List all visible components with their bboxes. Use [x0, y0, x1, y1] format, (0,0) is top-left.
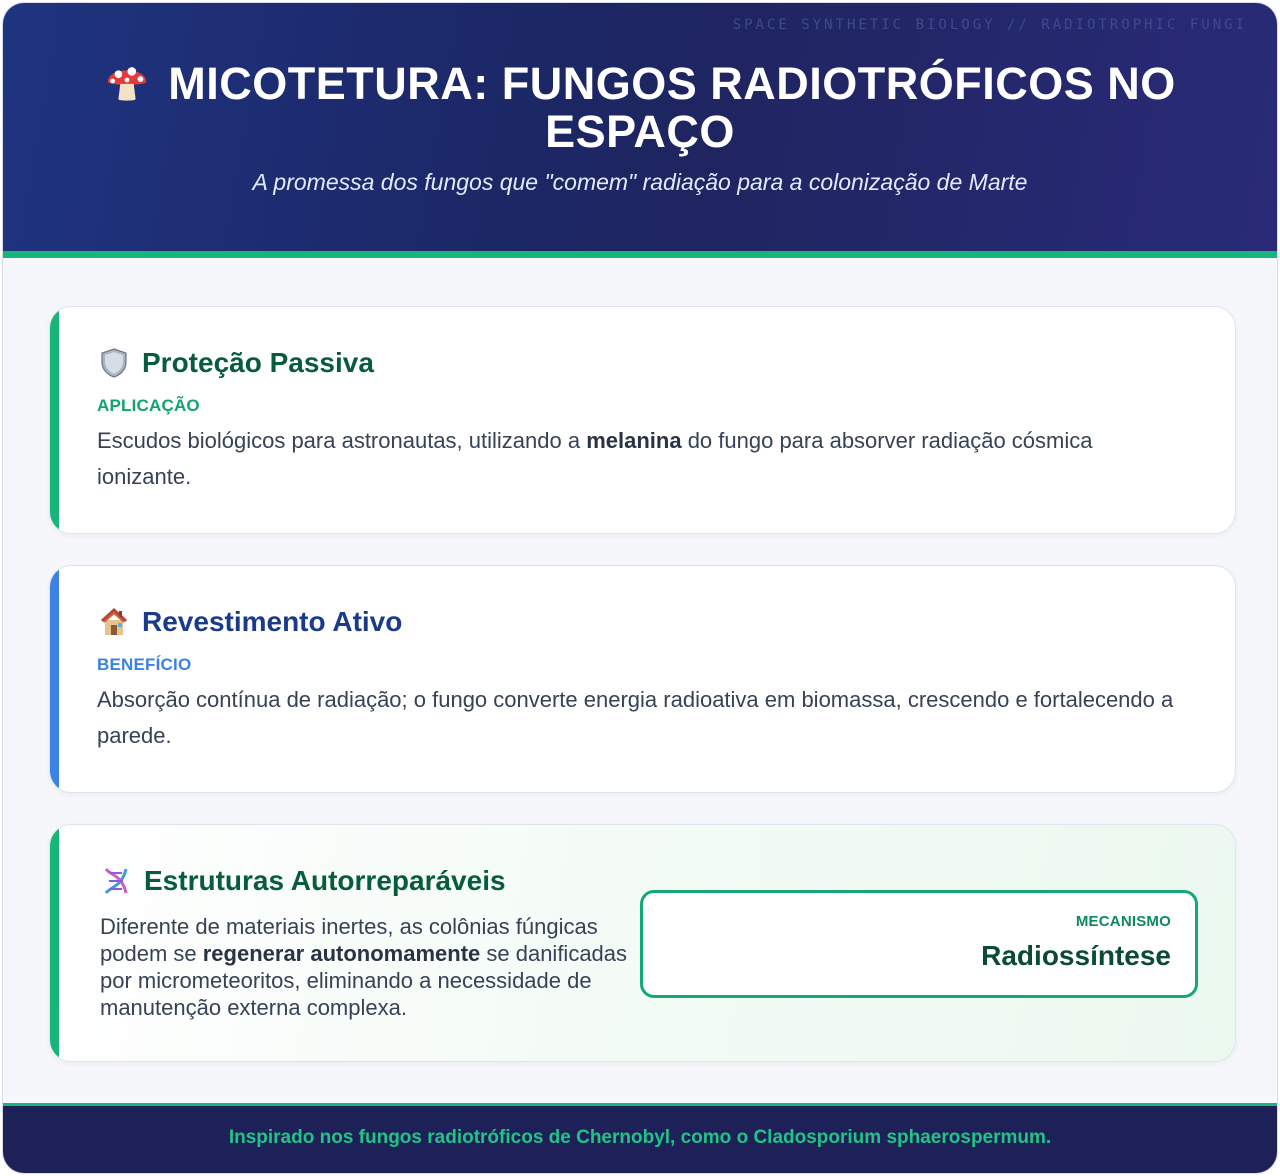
- title-text: MICOTETURA: FUNGOS RADIOTRÓFICOS NO ESPAÇO: [168, 58, 1176, 157]
- header: [3, 3, 1277, 251]
- mechanism-box: [640, 890, 1198, 998]
- card-estruturas-autorreparaveis: [49, 824, 1236, 1062]
- card-label: BENEFÍCIO: [97, 655, 192, 674]
- card-accent-bar: [50, 825, 59, 1061]
- card-title: [100, 865, 506, 897]
- house-icon: [98, 606, 130, 638]
- card-title: [98, 347, 374, 379]
- card-title-text: Estruturas Autorreparáveis: [144, 865, 506, 896]
- header-tagline: SPACE SYNTHETIC BIOLOGY // RADIOTROPHIC FUNGI: [732, 17, 1247, 33]
- card-text-part: Escudos biológicos para astronautas, utilizando a: [97, 428, 587, 453]
- mushroom-icon: [104, 57, 150, 103]
- card-protecao-passiva: [49, 306, 1236, 534]
- page-title: [83, 57, 1197, 156]
- card-text-bold: melanina: [586, 428, 682, 453]
- card-text-part: se danificadas por micrometeoritos, eliminando a necessidade de manutenção externa complexa.: [100, 941, 628, 1020]
- card-accent-bar: [50, 307, 59, 533]
- page-subtitle: A promessa dos fungos que "comem" radiação para a colonização de Marte: [252, 169, 1028, 195]
- card-accent-bar: [50, 566, 59, 792]
- card-description: [100, 913, 630, 1021]
- card-revestimento-ativo: [49, 565, 1236, 793]
- card-title-text: Proteção Passiva: [142, 347, 374, 378]
- card-description: [97, 423, 1187, 495]
- card-text-part: do fungo para absorver radiação cósmica ionizante.: [97, 428, 1093, 489]
- footer: [3, 1103, 1277, 1173]
- card-label: APLICAÇÃO: [97, 396, 200, 415]
- infographic-frame: [2, 2, 1278, 1174]
- mechanism-value: Radiossíntese: [981, 940, 1171, 971]
- card-title: [98, 606, 402, 638]
- footer-text: Inspirado nos fungos radiotróficos de Chernobyl, como o Cladosporium sphaerospermum.: [228, 1127, 1052, 1148]
- shield-icon: [98, 347, 130, 379]
- card-description: Absorção contínua de radiação; o fungo converte energia radioativa em biomassa, crescendo e fortalecendo a parede.: [97, 687, 1174, 748]
- card-text-part: Diferente de materiais inertes, as colônias fúngicas podem se: [100, 914, 598, 966]
- dna-icon: [100, 865, 132, 897]
- mechanism-label: MECANISMO: [1075, 913, 1171, 930]
- card-title-text: Revestimento Ativo: [142, 606, 403, 637]
- header-accent-divider: [3, 251, 1277, 258]
- card-text-bold: regenerar autonomamente: [202, 941, 481, 966]
